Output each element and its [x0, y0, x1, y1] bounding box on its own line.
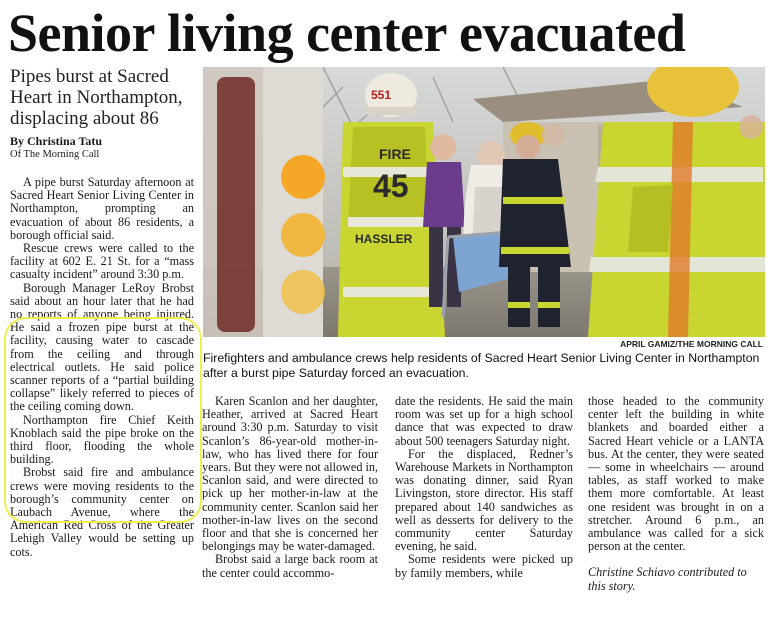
photo-credit: APRIL GAMIZ/THE MORNING CALL — [620, 339, 763, 349]
coat-name-label: HASSLER — [355, 232, 413, 246]
photo-caption: Firefighters and ambulance crews help residents of Sacred Heart Senior Living Center in Northampton after a burst pipe Saturday forced an evacuation. — [203, 351, 760, 380]
news-photo — [203, 67, 765, 337]
paragraph: Borough Manager LeRoy Brobst said about an hour later that he had no reports of anyone being injured. He said a frozen pipe burst at the facility, causing water to cascade from the ceiling and through electrical outlets. He said police scanner reports of a “partial building collapse” likely referred to pieces of the ceiling coming down. — [10, 280, 194, 414]
paragraph: Northampton fire Chief Keith Knoblach said the pipe broke on the third floor, flooding the whole building. — [10, 412, 194, 467]
article-column-2 — [202, 395, 378, 580]
paragraph: For the displaced, Redner’s Warehouse Markets in Northampton was donating dinner, said Ryan Livingston, store director. His staff prepared about 140 sandwiches as well as desserts for delivery to the community center Saturday evening, he said. — [395, 446, 573, 554]
subhead: Pipes burst at Sacred Heart in Northampton, displacing about 86 — [10, 66, 183, 129]
byline-organization: Of The Morning Call — [10, 149, 100, 160]
coat-number: 45 — [373, 168, 409, 204]
article-column-1 — [10, 176, 194, 559]
coat-fire-label: FIRE — [379, 146, 411, 162]
article-column-3 — [395, 395, 573, 580]
byline: By Christina Tatu — [10, 134, 103, 148]
paragraph: Brobst said a large back room at the center could accommo- — [202, 552, 378, 580]
paragraph: date the residents. He said the main room was set up for a high school dance that was expected to draw about 500 teenagers Saturday night. — [395, 394, 573, 448]
paragraph: Karen Scanlon and her daughter, Heather, arrived at Sacred Heart around 3:30 p.m. Saturday to visit Scanlon’s 86-year-old mother-in-law, who has lived there for four years. But they were not allowed in, Scanlon said, and were directed to pick up her mother-in-law at the community center. Scanlon said her mother-in-law lives on the second floor and that she is concerned her belongings may be water-damaged. — [202, 394, 378, 554]
article-column-4 — [588, 395, 764, 593]
paragraph: Rescue crews were called to the facility at 602 E. 21 St. for a “mass casualty incident” around 3:30 p.m. — [10, 241, 194, 282]
paragraph: A pipe burst Saturday afternoon at Sacred Heart Senior Living Center in Northampton, prompting an evacuation of about 86 residents, a borough official said. — [10, 175, 194, 242]
paragraph: those headed to the community center left the building in white blankets and boarded either a Sacred Heart vehicle or a LANTA bus. At the center, they were seated — some in wheelchairs — around tables, as staff worked to make them more comfortable. At least one resident was brought in on a stretcher. Around 6 p.m., an ambulance was called for a sick person at the center. — [588, 394, 764, 554]
paragraph: Brobst said fire and ambulance crews were moving residents to the borough’s community center on Laubach Avenue, where the American Red Cross of the Greater Lehigh Valley would be setting up cots. — [10, 465, 194, 559]
headline: Senior living center evacuated — [8, 3, 686, 63]
paragraph: Some residents were picked up by family members, while — [395, 552, 573, 580]
contributor-note: Christine Schiavo contributed to this story. — [588, 565, 747, 593]
photo-illustration — [203, 67, 765, 337]
helmet-number: 551 — [371, 88, 392, 102]
